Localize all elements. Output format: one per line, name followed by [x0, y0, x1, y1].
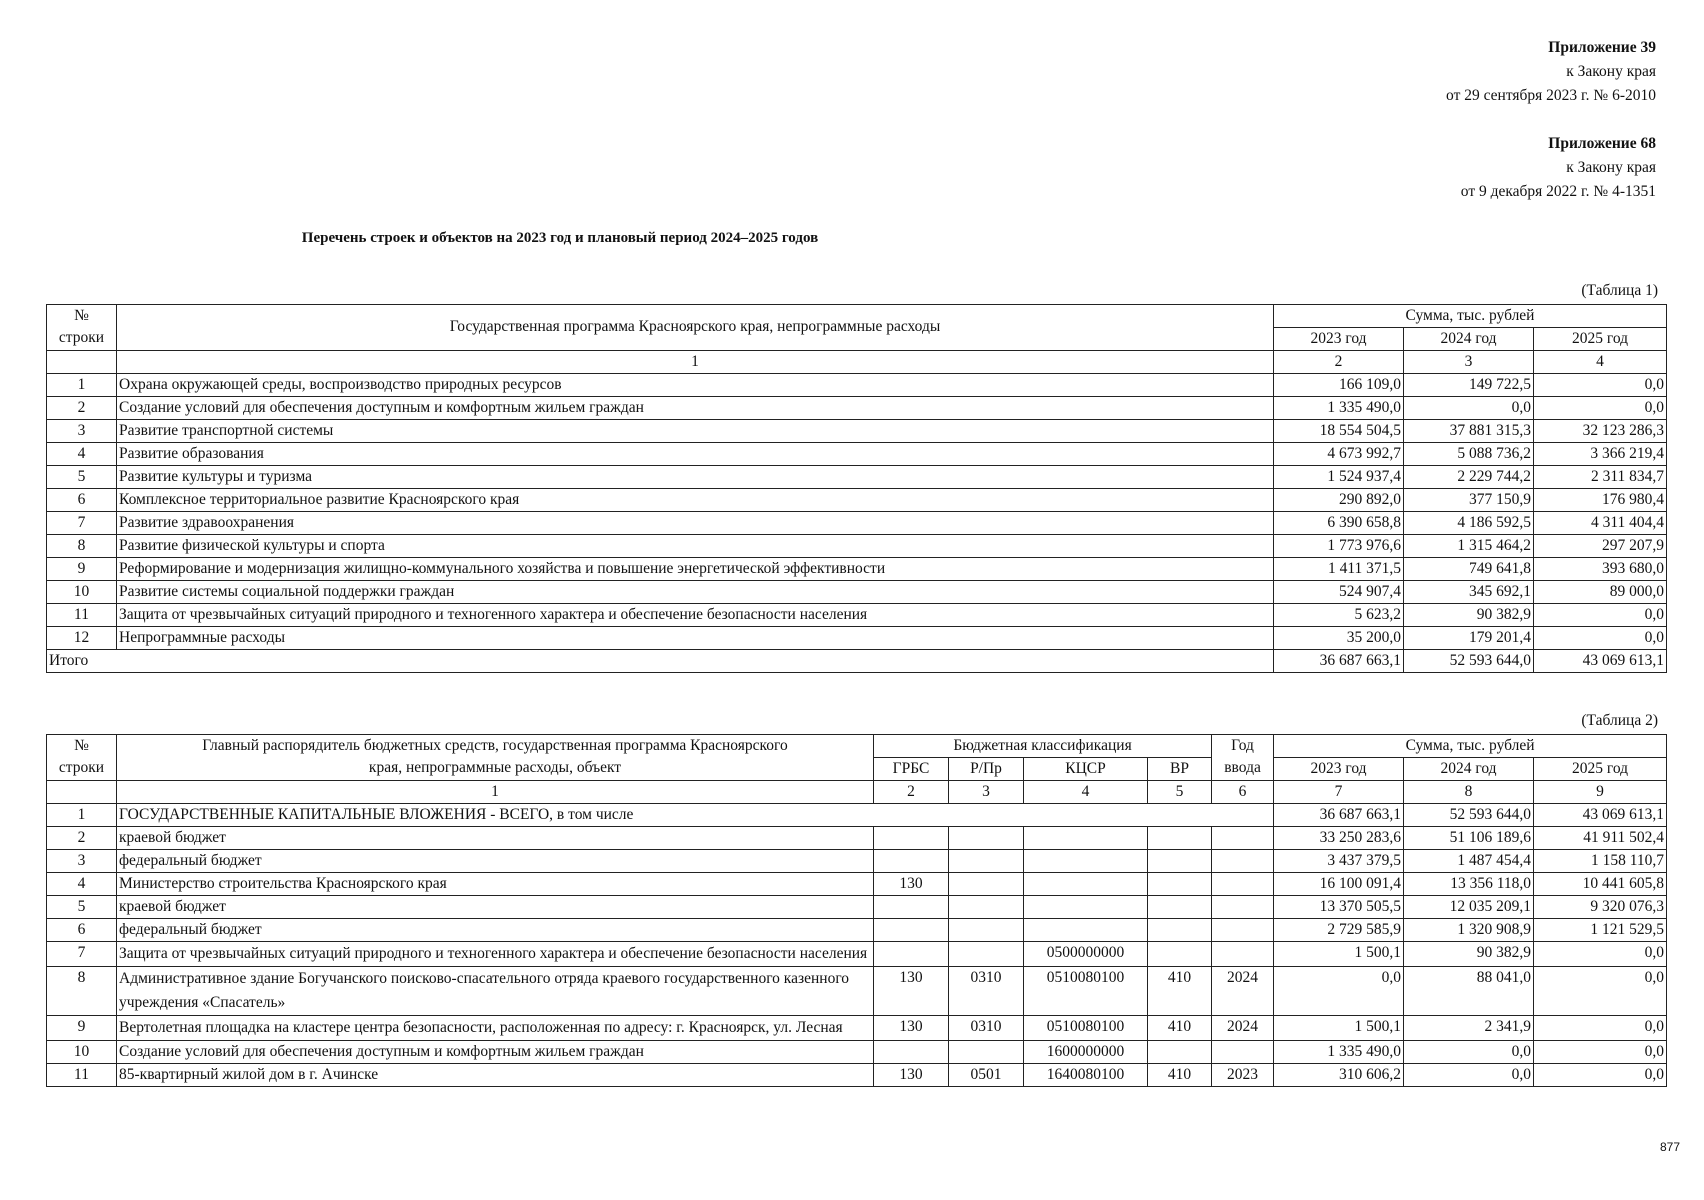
vr-code	[1148, 896, 1212, 919]
amount-2023: 0,0	[1274, 967, 1404, 1016]
table-row	[47, 374, 1667, 397]
amount-2023: 1 335 490,0	[1274, 397, 1404, 420]
row-number: 1	[47, 804, 117, 827]
table-row	[47, 397, 1667, 420]
grbs-code	[874, 1041, 949, 1064]
amount-2023: 18 554 504,5	[1274, 420, 1404, 443]
amount-2025: 0,0	[1534, 1016, 1667, 1041]
table-row	[47, 466, 1667, 489]
row-number: 12	[47, 627, 117, 650]
row-name: федеральный бюджет	[117, 919, 874, 942]
row-number: 9	[47, 558, 117, 581]
row-number: 11	[47, 1064, 117, 1087]
amount-2024: 51 106 189,6	[1404, 827, 1534, 850]
amount-2025: 9 320 076,3	[1534, 896, 1667, 919]
column-number: 3	[1404, 351, 1534, 374]
row-name: федеральный бюджет	[117, 850, 874, 873]
rpr-code	[949, 850, 1024, 873]
row-name: ГОСУДАРСТВЕННЫЕ КАПИТАЛЬНЫЕ ВЛОЖЕНИЯ - ВСЕГО, в том числе	[117, 804, 1274, 827]
rpr-code	[949, 1041, 1024, 1064]
row-number: 8	[47, 535, 117, 558]
kcsr-code: 1600000000	[1024, 1041, 1148, 1064]
total-label: Итого	[47, 650, 1274, 673]
amount-2025: 10 441 605,8	[1534, 873, 1667, 896]
amount-2024: 90 382,9	[1404, 604, 1534, 627]
row-name: краевой бюджет	[117, 896, 874, 919]
row-name: Административное здание Богучанского поисково-спасательного отряда краевого государственного казенного учреждения «Спасатель»	[117, 967, 874, 1016]
column-number: 1	[117, 351, 1274, 374]
amount-2025: 176 980,4	[1534, 489, 1667, 512]
row-name: Непрограммные расходы	[117, 627, 1274, 650]
amount-2024: 4 186 592,5	[1404, 512, 1534, 535]
table-row	[47, 535, 1667, 558]
kcsr-code: 0510080100	[1024, 967, 1148, 1016]
amount-2023: 36 687 663,1	[1274, 804, 1404, 827]
grbs-code	[874, 896, 949, 919]
row-name: Реформирование и модернизация жилищно-коммунального хозяйства и повышение энергетической эффективности	[117, 558, 1274, 581]
amount-2023: 13 370 505,5	[1274, 896, 1404, 919]
header-no-symbol: №	[74, 307, 89, 324]
grbs-code: 130	[874, 967, 949, 1016]
amount-2025: 0,0	[1534, 627, 1667, 650]
vr-code: 410	[1148, 967, 1212, 1016]
row-name: Развитие системы социальной поддержки граждан	[117, 581, 1274, 604]
row-number: 1	[47, 374, 117, 397]
input-year	[1212, 850, 1274, 873]
total-2025: 43 069 613,1	[1534, 650, 1667, 673]
row-number: 7	[47, 512, 117, 535]
header-year-2023: 2023 год	[1274, 758, 1404, 781]
column-number	[47, 351, 117, 374]
amount-2023: 6 390 658,8	[1274, 512, 1404, 535]
grbs-code	[874, 827, 949, 850]
row-name: Развитие культуры и туризма	[117, 466, 1274, 489]
column-number: 2	[874, 781, 949, 804]
appendix-39-date: от 29 сентября 2023 г. № 6-2010	[1446, 87, 1656, 104]
amount-2023: 524 907,4	[1274, 581, 1404, 604]
header-row-no	[47, 735, 117, 781]
amount-2025: 0,0	[1534, 1041, 1667, 1064]
row-number: 6	[47, 489, 117, 512]
amount-2023: 4 673 992,7	[1274, 443, 1404, 466]
table-row	[47, 558, 1667, 581]
amount-2024: 377 150,9	[1404, 489, 1534, 512]
rpr-code: 0501	[949, 1064, 1024, 1087]
amount-2025: 2 311 834,7	[1534, 466, 1667, 489]
total-2023: 36 687 663,1	[1274, 650, 1404, 673]
input-year: 2023	[1212, 1064, 1274, 1087]
amount-2025: 1 121 529,5	[1534, 919, 1667, 942]
amount-2025: 41 911 502,4	[1534, 827, 1667, 850]
input-year	[1212, 827, 1274, 850]
table-row	[47, 967, 1667, 1016]
amount-2025: 3 366 219,4	[1534, 443, 1667, 466]
appendix-68-header	[1461, 132, 1656, 204]
row-number: 6	[47, 919, 117, 942]
amount-2025: 0,0	[1534, 397, 1667, 420]
kcsr-code	[1024, 896, 1148, 919]
table-row	[47, 896, 1667, 919]
table-row	[47, 1064, 1667, 1087]
row-number: 10	[47, 1041, 117, 1064]
amount-2023: 16 100 091,4	[1274, 873, 1404, 896]
amount-2023: 1 773 976,6	[1274, 535, 1404, 558]
rpr-code	[949, 942, 1024, 967]
rpr-code: 0310	[949, 1016, 1024, 1041]
amount-2025: 0,0	[1534, 604, 1667, 627]
row-number: 11	[47, 604, 117, 627]
amount-2024: 179 201,4	[1404, 627, 1534, 650]
amount-2025: 0,0	[1534, 967, 1667, 1016]
input-year	[1212, 919, 1274, 942]
amount-2024: 12 035 209,1	[1404, 896, 1534, 919]
amount-2023: 3 437 379,5	[1274, 850, 1404, 873]
page-number: 877	[1659, 1140, 1680, 1154]
row-name: Развитие здравоохранения	[117, 512, 1274, 535]
total-row	[47, 650, 1667, 673]
appendix-68-law: к Закону края	[1566, 159, 1656, 176]
amount-2023: 166 109,0	[1274, 374, 1404, 397]
header-budget-classification: Бюджетная классификация	[874, 735, 1212, 758]
table-row	[47, 1016, 1667, 1041]
header-year-2024: 2024 год	[1404, 328, 1534, 351]
amount-2024: 1 487 454,4	[1404, 850, 1534, 873]
header-kcsr: КЦСР	[1024, 758, 1148, 781]
appendix-68-title: Приложение 68	[1548, 135, 1656, 152]
amount-2024: 749 641,8	[1404, 558, 1534, 581]
header-name	[117, 735, 874, 781]
document-title: Перечень строек и объектов на 2023 год и плановый период 2024–2025 годов	[301, 230, 819, 246]
rpr-code	[949, 873, 1024, 896]
amount-2023: 310 606,2	[1274, 1064, 1404, 1087]
table-row	[47, 850, 1667, 873]
table-row	[47, 581, 1667, 604]
amount-2024: 0,0	[1404, 1041, 1534, 1064]
table-1	[46, 304, 1667, 673]
row-name: Защита от чрезвычайных ситуаций природного и техногенного характера и обеспечение безопасности населения	[117, 942, 874, 967]
rpr-code	[949, 896, 1024, 919]
amount-2025: 0,0	[1534, 942, 1667, 967]
header-name-line2: края, непрограммные расходы, объект	[368, 759, 622, 776]
vr-code	[1148, 1041, 1212, 1064]
header-year-2024: 2024 год	[1404, 758, 1534, 781]
row-number: 7	[47, 942, 117, 967]
header-no-label: строки	[58, 759, 105, 776]
amount-2025: 89 000,0	[1534, 581, 1667, 604]
row-number: 5	[47, 896, 117, 919]
table-row	[47, 420, 1667, 443]
column-number: 7	[1274, 781, 1404, 804]
header-year-input	[1212, 735, 1274, 781]
amount-2023: 290 892,0	[1274, 489, 1404, 512]
vr-code	[1148, 827, 1212, 850]
header-sum: Сумма, тыс. рублей	[1274, 735, 1667, 758]
appendix-39-law: к Закону края	[1566, 63, 1656, 80]
grbs-code: 130	[874, 873, 949, 896]
column-number: 4	[1024, 781, 1148, 804]
amount-2024: 1 320 908,9	[1404, 919, 1534, 942]
kcsr-code	[1024, 850, 1148, 873]
header-sum: Сумма, тыс. рублей	[1274, 305, 1667, 328]
row-name: Создание условий для обеспечения доступным и комфортным жильем граждан	[117, 1041, 874, 1064]
vr-code: 410	[1148, 1016, 1212, 1041]
row-number: 10	[47, 581, 117, 604]
input-year	[1212, 1041, 1274, 1064]
amount-2024: 0,0	[1404, 397, 1534, 420]
column-number	[47, 781, 117, 804]
input-year	[1212, 942, 1274, 967]
amount-2025: 0,0	[1534, 1064, 1667, 1087]
amount-2023: 1 500,1	[1274, 1016, 1404, 1041]
total-2024: 52 593 644,0	[1404, 650, 1534, 673]
header-name-line1: Главный распорядитель бюджетных средств, государственная программа Красноярского	[202, 737, 788, 754]
amount-2025: 297 207,9	[1534, 535, 1667, 558]
amount-2025: 1 158 110,7	[1534, 850, 1667, 873]
header-year-line1: Год	[1231, 737, 1254, 754]
amount-2023: 5 623,2	[1274, 604, 1404, 627]
amount-2024: 5 088 736,2	[1404, 443, 1534, 466]
column-number: 9	[1534, 781, 1667, 804]
table1-label: (Таблица 1)	[1581, 282, 1658, 299]
header-rpr: Р/Пр	[949, 758, 1024, 781]
row-name: 85-квартирный жилой дом в г. Ачинске	[117, 1064, 874, 1087]
row-name: Министерство строительства Красноярского края	[117, 873, 874, 896]
rpr-code	[949, 827, 1024, 850]
amount-2023: 35 200,0	[1274, 627, 1404, 650]
amount-2024: 88 041,0	[1404, 967, 1534, 1016]
row-number: 4	[47, 873, 117, 896]
row-name: Создание условий для обеспечения доступным и комфортным жильем граждан	[117, 397, 1274, 420]
kcsr-code: 0500000000	[1024, 942, 1148, 967]
header-year-2025: 2025 год	[1534, 758, 1667, 781]
row-number: 9	[47, 1016, 117, 1041]
appendix-39-header	[1446, 36, 1656, 108]
grbs-code	[874, 942, 949, 967]
amount-2025: 393 680,0	[1534, 558, 1667, 581]
appendix-68-date: от 9 декабря 2022 г. № 4-1351	[1460, 183, 1656, 200]
table-row	[47, 873, 1667, 896]
input-year: 2024	[1212, 967, 1274, 1016]
kcsr-code: 0510080100	[1024, 1016, 1148, 1041]
rpr-code	[949, 919, 1024, 942]
header-year-2023: 2023 год	[1274, 328, 1404, 351]
rpr-code: 0310	[949, 967, 1024, 1016]
column-number: 8	[1404, 781, 1534, 804]
amount-2024: 52 593 644,0	[1404, 804, 1534, 827]
table-row	[47, 942, 1667, 967]
amount-2025: 32 123 286,3	[1534, 420, 1667, 443]
column-number: 2	[1274, 351, 1404, 374]
kcsr-code	[1024, 873, 1148, 896]
kcsr-code	[1024, 827, 1148, 850]
header-year-line2: ввода	[1224, 759, 1261, 776]
row-number: 3	[47, 420, 117, 443]
amount-2023: 33 250 283,6	[1274, 827, 1404, 850]
column-number: 6	[1212, 781, 1274, 804]
amount-2023: 1 411 371,5	[1274, 558, 1404, 581]
row-number: 8	[47, 967, 117, 1016]
amount-2023: 1 524 937,4	[1274, 466, 1404, 489]
row-name: Развитие образования	[117, 443, 1274, 466]
row-number: 5	[47, 466, 117, 489]
amount-2024: 13 356 118,0	[1404, 873, 1534, 896]
header-year-2025: 2025 год	[1534, 328, 1667, 351]
table-row	[47, 827, 1667, 850]
row-name: Комплексное территориальное развитие Красноярского края	[117, 489, 1274, 512]
header-grbs: ГРБС	[874, 758, 949, 781]
amount-2024: 90 382,9	[1404, 942, 1534, 967]
row-number: 3	[47, 850, 117, 873]
table-row	[47, 512, 1667, 535]
vr-code	[1148, 873, 1212, 896]
amount-2023: 1 335 490,0	[1274, 1041, 1404, 1064]
input-year	[1212, 896, 1274, 919]
column-number: 5	[1148, 781, 1212, 804]
amount-2024: 2 341,9	[1404, 1016, 1534, 1041]
header-row-no	[47, 305, 117, 351]
vr-code	[1148, 850, 1212, 873]
header-no-symbol: №	[74, 737, 89, 754]
amount-2024: 37 881 315,3	[1404, 420, 1534, 443]
row-name: Развитие физической культуры и спорта	[117, 535, 1274, 558]
amount-2024: 2 229 744,2	[1404, 466, 1534, 489]
kcsr-code	[1024, 919, 1148, 942]
table-row	[47, 604, 1667, 627]
column-number: 3	[949, 781, 1024, 804]
column-number: 4	[1534, 351, 1667, 374]
row-number: 2	[47, 827, 117, 850]
table-row	[47, 1041, 1667, 1064]
row-name: Вертолетная площадка на кластере центра безопасности, расположенная по адресу: г. Красноярск, ул. Лесная	[117, 1016, 874, 1041]
table2-label: (Таблица 2)	[1581, 712, 1658, 729]
appendix-39-title: Приложение 39	[1548, 39, 1656, 56]
table-row	[47, 919, 1667, 942]
amount-2024: 149 722,5	[1404, 374, 1534, 397]
input-year: 2024	[1212, 1016, 1274, 1041]
grbs-code	[874, 919, 949, 942]
table-row	[47, 489, 1667, 512]
grbs-code	[874, 850, 949, 873]
amount-2023: 2 729 585,9	[1274, 919, 1404, 942]
vr-code: 410	[1148, 1064, 1212, 1087]
amount-2024: 345 692,1	[1404, 581, 1534, 604]
amount-2024: 0,0	[1404, 1064, 1534, 1087]
header-vr: ВР	[1148, 758, 1212, 781]
header-no-label: строки	[58, 329, 105, 346]
amount-2025: 0,0	[1534, 374, 1667, 397]
row-name: Защита от чрезвычайных ситуаций природного и техногенного характера и обеспечение безопасности населения	[117, 604, 1274, 627]
row-name: Охрана окружающей среды, воспроизводство природных ресурсов	[117, 374, 1274, 397]
vr-code	[1148, 919, 1212, 942]
vr-code	[1148, 942, 1212, 967]
grbs-code: 130	[874, 1016, 949, 1041]
amount-2024: 1 315 464,2	[1404, 535, 1534, 558]
header-program: Государственная программа Красноярского края, непрограммные расходы	[117, 305, 1274, 351]
amount-2023: 1 500,1	[1274, 942, 1404, 967]
row-number: 2	[47, 397, 117, 420]
table-row	[47, 627, 1667, 650]
grbs-code: 130	[874, 1064, 949, 1087]
row-name: Развитие транспортной системы	[117, 420, 1274, 443]
row-name: краевой бюджет	[117, 827, 874, 850]
kcsr-code: 1640080100	[1024, 1064, 1148, 1087]
amount-2025: 43 069 613,1	[1534, 804, 1667, 827]
column-number: 1	[117, 781, 874, 804]
amount-2025: 4 311 404,4	[1534, 512, 1667, 535]
row-number: 4	[47, 443, 117, 466]
input-year	[1212, 873, 1274, 896]
table-2	[46, 734, 1667, 1087]
table-row	[47, 443, 1667, 466]
